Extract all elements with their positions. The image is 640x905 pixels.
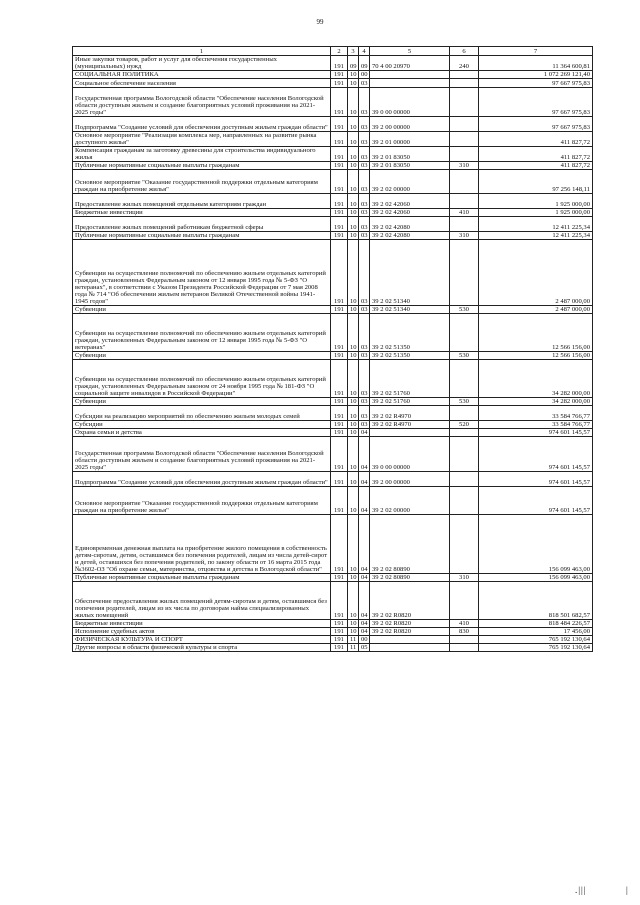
row-subsection-cell: 04 [359, 628, 370, 636]
row-section-cell: 10 [348, 71, 359, 79]
row-section-cell: 10 [348, 240, 359, 306]
row-amount-cell: 765 192 130,64 [479, 636, 593, 644]
row-expense-type-cell [450, 360, 479, 398]
row-target-article-cell: 39 2 00 00000 [370, 117, 450, 132]
row-grbs-cell: 191 [331, 515, 348, 574]
row-name-cell: Охрана семьи и детства [73, 429, 331, 437]
row-name-cell: ФИЗИЧЕСКАЯ КУЛЬТУРА И СПОРТ [73, 636, 331, 644]
row-section-cell: 10 [348, 515, 359, 574]
row-section-cell: 10 [348, 406, 359, 421]
row-section-cell: 10 [348, 88, 359, 117]
column-header: 5 [370, 47, 450, 56]
column-header: 6 [450, 47, 479, 56]
row-target-article-cell: 39 2 02 R4970 [370, 406, 450, 421]
table-row [73, 421, 593, 429]
row-amount-cell: 765 192 130,64 [479, 644, 593, 652]
table-row [73, 79, 593, 88]
row-subsection-cell: 03 [359, 162, 370, 170]
row-section-cell: 10 [348, 232, 359, 240]
budget-table [72, 46, 593, 652]
row-target-article-cell: 39 2 02 51350 [370, 314, 450, 352]
table-row [73, 628, 593, 636]
row-target-article-cell: 39 2 02 51340 [370, 306, 450, 314]
table-row [73, 194, 593, 209]
row-grbs-cell: 191 [331, 421, 348, 429]
row-target-article-cell: 39 2 02 51760 [370, 398, 450, 406]
row-subsection-cell: 03 [359, 79, 370, 88]
row-expense-type-cell [450, 194, 479, 209]
row-expense-type-cell: 240 [450, 56, 479, 71]
row-expense-type-cell [450, 71, 479, 79]
row-section-cell: 10 [348, 306, 359, 314]
row-grbs-cell: 191 [331, 406, 348, 421]
row-target-article-cell: 39 2 02 42060 [370, 209, 450, 217]
row-target-article-cell: 39 2 01 83050 [370, 147, 450, 162]
row-subsection-cell: 00 [359, 71, 370, 79]
row-grbs-cell: 191 [331, 132, 348, 147]
table-row [73, 306, 593, 314]
row-section-cell: 09 [348, 56, 359, 71]
row-name-cell: Бюджетные инвестиции [73, 209, 331, 217]
row-expense-type-cell [450, 487, 479, 515]
row-target-article-cell [370, 79, 450, 88]
table-row [73, 314, 593, 352]
row-target-article-cell: 39 2 02 R0820 [370, 620, 450, 628]
row-expense-type-cell: 310 [450, 574, 479, 582]
row-section-cell: 10 [348, 162, 359, 170]
row-subsection-cell: 03 [359, 147, 370, 162]
row-grbs-cell: 191 [331, 56, 348, 71]
row-expense-type-cell: 310 [450, 232, 479, 240]
column-header: 7 [479, 47, 593, 56]
row-expense-type-cell [450, 644, 479, 652]
row-subsection-cell: 04 [359, 574, 370, 582]
row-subsection-cell: 03 [359, 170, 370, 194]
row-section-cell: 10 [348, 582, 359, 620]
row-target-article-cell: 39 2 01 00000 [370, 132, 450, 147]
row-name-cell: Субвенции [73, 306, 331, 314]
row-target-article-cell: 39 2 02 51350 [370, 352, 450, 360]
row-subsection-cell: 04 [359, 515, 370, 574]
row-grbs-cell: 191 [331, 636, 348, 644]
row-grbs-cell: 191 [331, 644, 348, 652]
row-name-cell: Компенсация гражданам за заготовку древесины для строительства индивидуального жилья [73, 147, 331, 162]
row-name-cell: Подпрограмма "Создание условий для обеспечения доступным жильем граждан области" [73, 472, 331, 487]
row-subsection-cell: 04 [359, 472, 370, 487]
row-expense-type-cell [450, 636, 479, 644]
row-section-cell: 11 [348, 636, 359, 644]
row-amount-cell: 12 411 225,34 [479, 232, 593, 240]
row-amount-cell: 411 827,72 [479, 132, 593, 147]
row-grbs-cell: 191 [331, 88, 348, 117]
row-name-cell: Единовременная денежная выплата на приобретение жилого помещения в собственность детям-сиротам, детям, оставшимся без попечения родителей, лицам из числа детей-сирот и детей, оставшихся без попечения родителей, по закону области от 16 марта 2015 года №3602-ОЗ "Об охране семьи, материнства, отцовства и детства в Вологодской области" [73, 515, 331, 574]
row-subsection-cell: 03 [359, 209, 370, 217]
row-target-article-cell: 39 2 00 00000 [370, 472, 450, 487]
row-target-article-cell [370, 636, 450, 644]
row-subsection-cell: 04 [359, 429, 370, 437]
row-section-cell: 10 [348, 421, 359, 429]
row-target-article-cell: 39 2 02 51760 [370, 360, 450, 398]
row-subsection-cell: 03 [359, 421, 370, 429]
row-subsection-cell: 03 [359, 217, 370, 232]
row-amount-cell: 12 566 156,00 [479, 352, 593, 360]
row-name-cell: Публичные нормативные социальные выплаты гражданам [73, 232, 331, 240]
row-name-cell: Бюджетные инвестиции [73, 620, 331, 628]
page-number: 99 [316, 18, 324, 26]
table-row [73, 360, 593, 398]
row-subsection-cell: 03 [359, 398, 370, 406]
row-grbs-cell: 191 [331, 314, 348, 352]
column-header: 4 [359, 47, 370, 56]
row-section-cell: 10 [348, 194, 359, 209]
row-grbs-cell: 191 [331, 360, 348, 398]
row-expense-type-cell [450, 88, 479, 117]
row-section-cell: 10 [348, 429, 359, 437]
table-row [73, 406, 593, 421]
row-subsection-cell: 03 [359, 132, 370, 147]
row-section-cell: 10 [348, 117, 359, 132]
row-amount-cell: 1 925 000,00 [479, 194, 593, 209]
row-grbs-cell: 191 [331, 472, 348, 487]
row-section-cell: 10 [348, 620, 359, 628]
row-name-cell: Субвенции на осуществление полномочий по обеспечению жильем отдельных категорий граждан, установленных Федеральным законом от 12 января 1995 года № 5-ФЗ "О ветеранах", в соответствии с Указом Президента Российской Федерации от 7 мая 2008 года № 714 "Об обеспечении жильем ветеранов Великой Отечественной войны 1941-1945 годов" [73, 240, 331, 306]
column-header: 2 [331, 47, 348, 56]
row-grbs-cell: 191 [331, 79, 348, 88]
row-subsection-cell: 04 [359, 437, 370, 472]
row-name-cell: Иные закупки товаров, работ и услуг для обеспечения государственных (муниципальных) нужд [73, 56, 331, 71]
row-subsection-cell: 03 [359, 117, 370, 132]
row-subsection-cell: 03 [359, 232, 370, 240]
row-grbs-cell: 191 [331, 232, 348, 240]
table-row [73, 620, 593, 628]
row-target-article-cell: 39 2 02 00000 [370, 487, 450, 515]
column-header: 1 [73, 47, 331, 56]
row-expense-type-cell [450, 429, 479, 437]
table-row [73, 398, 593, 406]
row-expense-type-cell: 830 [450, 628, 479, 636]
row-grbs-cell: 191 [331, 574, 348, 582]
row-name-cell: Основное мероприятие "Оказание государственной поддержки отдельным категориям граждан на приобретение жилья" [73, 487, 331, 515]
row-name-cell: Субсидии [73, 421, 331, 429]
row-name-cell: Публичные нормативные социальные выплаты гражданам [73, 162, 331, 170]
row-name-cell: Обеспечение предоставления жилых помещений детям-сиротам и детям, оставшимся без попечения родителей, лицам из их числа по договорам найма специализированных жилых помещений [73, 582, 331, 620]
row-amount-cell: 17 456,00 [479, 628, 593, 636]
row-amount-cell: 411 827,72 [479, 162, 593, 170]
row-section-cell: 10 [348, 314, 359, 352]
row-expense-type-cell: 310 [450, 162, 479, 170]
row-expense-type-cell [450, 582, 479, 620]
row-expense-type-cell: 530 [450, 352, 479, 360]
row-expense-type-cell [450, 515, 479, 574]
table-row [73, 574, 593, 582]
table-row [73, 71, 593, 79]
table-row [73, 487, 593, 515]
table-header-row [73, 47, 593, 56]
row-name-cell: Социальное обеспечение населения [73, 79, 331, 88]
row-expense-type-cell: 530 [450, 306, 479, 314]
row-section-cell: 10 [348, 437, 359, 472]
row-target-article-cell [370, 71, 450, 79]
row-name-cell: Публичные нормативные социальные выплаты гражданам [73, 574, 331, 582]
row-expense-type-cell [450, 217, 479, 232]
table-row [73, 240, 593, 306]
row-subsection-cell: 03 [359, 240, 370, 306]
row-amount-cell: 156 099 463,00 [479, 574, 593, 582]
row-expense-type-cell: 530 [450, 398, 479, 406]
row-section-cell: 10 [348, 574, 359, 582]
row-grbs-cell: 191 [331, 71, 348, 79]
row-amount-cell: 33 584 766,77 [479, 406, 593, 421]
row-grbs-cell: 191 [331, 582, 348, 620]
row-amount-cell: 11 364 600,81 [479, 56, 593, 71]
row-section-cell: 10 [348, 217, 359, 232]
row-target-article-cell: 70 4 00 20970 [370, 56, 450, 71]
row-target-article-cell: 39 2 02 R0820 [370, 628, 450, 636]
row-grbs-cell: 191 [331, 306, 348, 314]
row-expense-type-cell [450, 79, 479, 88]
row-amount-cell: 974 601 145,57 [479, 487, 593, 515]
row-amount-cell: 34 282 000,00 [479, 360, 593, 398]
row-grbs-cell: 191 [331, 217, 348, 232]
footer-mark-left: .||| [575, 885, 587, 895]
row-grbs-cell: 191 [331, 162, 348, 170]
row-amount-cell: 97 256 148,11 [479, 170, 593, 194]
row-name-cell: Основное мероприятие "Оказание государственной поддержки отдельным категориям граждан на приобретение жилья" [73, 170, 331, 194]
row-section-cell: 10 [348, 398, 359, 406]
row-name-cell: Предоставление жилых помещений работникам бюджетной сферы [73, 217, 331, 232]
table-row [73, 636, 593, 644]
row-subsection-cell: 00 [359, 636, 370, 644]
row-amount-cell: 974 601 145,57 [479, 437, 593, 472]
row-target-article-cell: 39 2 02 42080 [370, 232, 450, 240]
row-name-cell: Исполнение судебных актов [73, 628, 331, 636]
row-target-article-cell [370, 429, 450, 437]
row-name-cell: Субвенции [73, 352, 331, 360]
row-name-cell: Основное мероприятие "Реализация комплекса мер, направленных на развитие рынка доступного жилья" [73, 132, 331, 147]
row-target-article-cell: 39 2 02 80890 [370, 515, 450, 574]
row-name-cell: Подпрограмма "Создание условий для обеспечения доступным жильем граждан области" [73, 117, 331, 132]
row-name-cell: Субвенции на осуществление полномочий по обеспечению жильем отдельных категорий граждан, установленных Федеральным законом от 24 ноября 1995 года № 181-ФЗ "О социальной защите инвалидов в Российской Федерации" [73, 360, 331, 398]
row-amount-cell: 974 601 145,57 [479, 472, 593, 487]
row-section-cell: 10 [348, 209, 359, 217]
row-section-cell: 10 [348, 628, 359, 636]
table-row [73, 209, 593, 217]
row-amount-cell: 97 667 975,83 [479, 88, 593, 117]
table-row [73, 147, 593, 162]
row-grbs-cell: 191 [331, 429, 348, 437]
row-section-cell: 11 [348, 644, 359, 652]
row-subsection-cell: 03 [359, 352, 370, 360]
row-amount-cell: 97 667 975,83 [479, 79, 593, 88]
row-target-article-cell: 39 2 02 R0820 [370, 582, 450, 620]
row-expense-type-cell [450, 472, 479, 487]
row-amount-cell: 33 584 766,77 [479, 421, 593, 429]
row-expense-type-cell [450, 406, 479, 421]
table-row [73, 170, 593, 194]
row-amount-cell: 1 925 000,00 [479, 209, 593, 217]
row-subsection-cell: 03 [359, 406, 370, 421]
row-amount-cell: 12 411 225,34 [479, 217, 593, 232]
row-subsection-cell: 03 [359, 88, 370, 117]
row-section-cell: 10 [348, 147, 359, 162]
row-grbs-cell: 191 [331, 487, 348, 515]
row-expense-type-cell [450, 437, 479, 472]
row-expense-type-cell [450, 314, 479, 352]
row-target-article-cell: 39 2 01 83050 [370, 162, 450, 170]
row-name-cell: Предоставление жилых помещений отдельным категориям граждан [73, 194, 331, 209]
row-name-cell: СОЦИАЛЬНАЯ ПОЛИТИКА [73, 71, 331, 79]
row-subsection-cell: 04 [359, 487, 370, 515]
row-name-cell: Субвенции на осуществление полномочий по обеспечению жильем отдельных категорий граждан, установленных Федеральным законом от 12 января 1995 года № 5-ФЗ "О ветеранах" [73, 314, 331, 352]
table-row [73, 644, 593, 652]
row-subsection-cell: 05 [359, 644, 370, 652]
table-row [73, 117, 593, 132]
footer-mark-right: | [626, 885, 629, 895]
row-expense-type-cell [450, 132, 479, 147]
row-amount-cell: 2 487 000,00 [479, 240, 593, 306]
row-grbs-cell: 191 [331, 194, 348, 209]
table-row [73, 515, 593, 574]
row-target-article-cell: 39 0 00 00000 [370, 437, 450, 472]
row-target-article-cell: 39 0 00 00000 [370, 88, 450, 117]
row-grbs-cell: 191 [331, 620, 348, 628]
row-amount-cell: 2 487 000,00 [479, 306, 593, 314]
row-section-cell: 10 [348, 170, 359, 194]
row-expense-type-cell: 410 [450, 209, 479, 217]
table-row [73, 162, 593, 170]
row-target-article-cell: 39 2 02 R4970 [370, 421, 450, 429]
row-grbs-cell: 191 [331, 352, 348, 360]
row-name-cell: Субвенции [73, 398, 331, 406]
row-name-cell: Другие вопросы в области физической культуры и спорта [73, 644, 331, 652]
table-row [73, 217, 593, 232]
row-expense-type-cell [450, 170, 479, 194]
row-amount-cell: 156 099 463,00 [479, 515, 593, 574]
row-section-cell: 10 [348, 487, 359, 515]
row-expense-type-cell [450, 147, 479, 162]
row-target-article-cell: 39 2 02 51340 [370, 240, 450, 306]
table-row [73, 56, 593, 71]
row-expense-type-cell [450, 240, 479, 306]
row-name-cell: Государственная программа Вологодской области "Обеспечение населения Вологодской области доступным жильем и создание благоприятных условий проживания на 2021-2025 годы" [73, 88, 331, 117]
row-amount-cell: 1 072 269 121,40 [479, 71, 593, 79]
table-row [73, 582, 593, 620]
row-grbs-cell: 191 [331, 147, 348, 162]
row-grbs-cell: 191 [331, 437, 348, 472]
table-row [73, 132, 593, 147]
row-expense-type-cell: 410 [450, 620, 479, 628]
row-expense-type-cell: 520 [450, 421, 479, 429]
row-amount-cell: 12 566 156,00 [479, 314, 593, 352]
row-amount-cell: 34 282 000,00 [479, 398, 593, 406]
table-row [73, 437, 593, 472]
row-expense-type-cell [450, 117, 479, 132]
row-amount-cell: 818 484 226,57 [479, 620, 593, 628]
row-grbs-cell: 191 [331, 628, 348, 636]
row-target-article-cell: 39 2 02 42060 [370, 194, 450, 209]
row-section-cell: 10 [348, 472, 359, 487]
row-subsection-cell: 03 [359, 360, 370, 398]
row-name-cell: Государственная программа Вологодской области "Обеспечение населения Вологодской области доступным жильем и создание благоприятных условий проживания на 2021-2025 годы" [73, 437, 331, 472]
row-name-cell: Субсидии на реализацию мероприятий по обеспечению жильем молодых семей [73, 406, 331, 421]
row-subsection-cell: 04 [359, 620, 370, 628]
row-grbs-cell: 191 [331, 209, 348, 217]
table-row [73, 88, 593, 117]
row-target-article-cell [370, 644, 450, 652]
row-grbs-cell: 191 [331, 240, 348, 306]
row-subsection-cell: 03 [359, 194, 370, 209]
row-amount-cell: 97 667 975,83 [479, 117, 593, 132]
row-section-cell: 10 [348, 79, 359, 88]
row-amount-cell: 974 601 145,57 [479, 429, 593, 437]
column-header: 3 [348, 47, 359, 56]
row-amount-cell: 818 501 682,57 [479, 582, 593, 620]
row-subsection-cell: 03 [359, 314, 370, 352]
row-subsection-cell: 03 [359, 306, 370, 314]
row-subsection-cell: 04 [359, 582, 370, 620]
row-grbs-cell: 191 [331, 398, 348, 406]
table-row [73, 429, 593, 437]
table-row [73, 232, 593, 240]
row-section-cell: 10 [348, 360, 359, 398]
row-target-article-cell: 39 2 02 80890 [370, 574, 450, 582]
row-grbs-cell: 191 [331, 170, 348, 194]
row-section-cell: 10 [348, 352, 359, 360]
row-grbs-cell: 191 [331, 117, 348, 132]
row-section-cell: 10 [348, 132, 359, 147]
table-row [73, 352, 593, 360]
row-amount-cell: 411 827,72 [479, 147, 593, 162]
row-target-article-cell: 39 2 02 42080 [370, 217, 450, 232]
row-target-article-cell: 39 2 02 00000 [370, 170, 450, 194]
table-row [73, 472, 593, 487]
row-subsection-cell: 09 [359, 56, 370, 71]
